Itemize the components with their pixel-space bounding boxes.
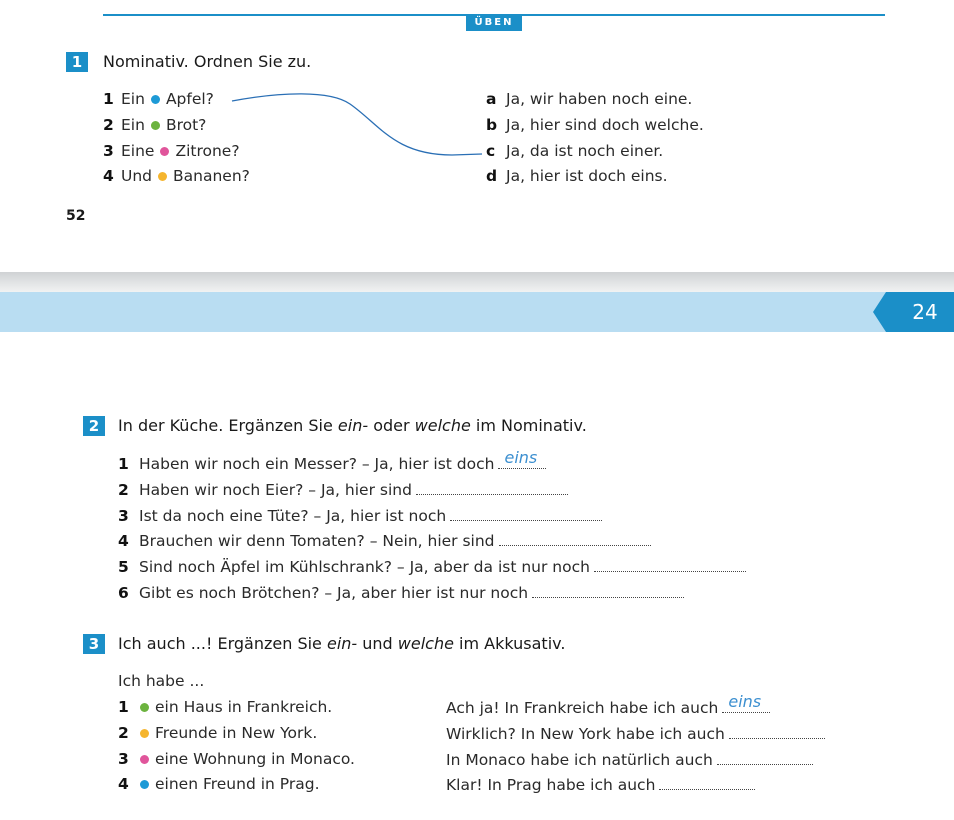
ex1-answer-c: c Ja, da ist noch einer. bbox=[486, 142, 664, 160]
green-dot-icon bbox=[140, 703, 149, 712]
blue-dot-icon bbox=[140, 780, 149, 789]
ex3-reply-4: Klar! In Prag habe ich auch bbox=[446, 775, 755, 794]
ex1-item-2: 2 Ein Brot? bbox=[103, 116, 207, 134]
exercise-1-title: Nominativ. Ordnen Sie zu. bbox=[103, 52, 312, 71]
ex2-item-1: 1 Haben wir noch ein Messer? – Ja, hier ist doch eins bbox=[118, 454, 546, 473]
ex3-reply-3: In Monaco habe ich natürlich auch bbox=[446, 750, 813, 769]
answer-blank[interactable] bbox=[532, 583, 684, 598]
answer-blank[interactable]: eins bbox=[498, 454, 546, 469]
answer-blank[interactable] bbox=[729, 724, 825, 739]
section-tag: ÜBEN bbox=[466, 15, 522, 31]
answer-blank[interactable] bbox=[659, 775, 755, 790]
ex2-item-3: 3 Ist da noch eine Tüte? – Ja, hier ist noch bbox=[118, 506, 602, 525]
ex1-item-4: 4 Und Bananen? bbox=[103, 167, 250, 185]
ex1-answer-d: d Ja, hier ist doch eins. bbox=[486, 167, 668, 185]
ex3-reply-1: Ach ja! In Frankreich habe ich auch eins bbox=[446, 698, 770, 717]
ex2-item-5: 5 Sind noch Äpfel im Kühlschrank? – Ja, aber da ist nur noch bbox=[118, 557, 746, 576]
page-number: 52 bbox=[66, 208, 86, 224]
exercise-2-title: In der Küche. Ergänzen Sie ein- oder welche im Nominativ. bbox=[118, 416, 587, 435]
ex3-item-1: 1 ein Haus in Frankreich. bbox=[118, 698, 333, 716]
answer-blank[interactable] bbox=[717, 750, 813, 765]
ex1-answer-a: a Ja, wir haben noch eine. bbox=[486, 90, 693, 108]
exercise-3-title: Ich auch ...! Ergänzen Sie ein- und welche im Akkusativ. bbox=[118, 634, 566, 653]
answer-blank[interactable] bbox=[594, 557, 746, 572]
page-tab-number: 24 bbox=[912, 300, 938, 324]
exercise-1-badge: 1 bbox=[66, 52, 88, 72]
ex3-item-2: 2 Freunde in New York. bbox=[118, 724, 318, 742]
exercise-3-badge: 3 bbox=[83, 634, 105, 654]
ex3-reply-2: Wirklich? In New York habe ich auch bbox=[446, 724, 825, 743]
ex2-item-6: 6 Gibt es noch Brötchen? – Ja, aber hier ist nur noch bbox=[118, 583, 684, 602]
yellow-dot-icon bbox=[140, 729, 149, 738]
answer-blank[interactable] bbox=[450, 506, 602, 521]
page-header-band bbox=[0, 292, 954, 332]
matching-line bbox=[0, 0, 954, 200]
ex1-item-1: 1 Ein Apfel? bbox=[103, 90, 214, 108]
ex3-item-3: 3 eine Wohnung in Monaco. bbox=[118, 750, 355, 768]
ex2-item-4: 4 Brauchen wir denn Tomaten? – Nein, hier sind bbox=[118, 531, 651, 550]
page-gap bbox=[0, 272, 954, 292]
answer-blank[interactable] bbox=[499, 531, 651, 546]
ex1-answer-b: b Ja, hier sind doch welche. bbox=[486, 116, 704, 134]
exercise-2-badge: 2 bbox=[83, 416, 105, 436]
ex2-item-2: 2 Haben wir noch Eier? – Ja, hier sind bbox=[118, 480, 568, 499]
ex3-item-4: 4 einen Freund in Prag. bbox=[118, 775, 320, 793]
answer-blank[interactable] bbox=[416, 480, 568, 495]
ex1-item-3: 3 Eine Zitrone? bbox=[103, 142, 240, 160]
answer-blank[interactable]: eins bbox=[722, 698, 770, 713]
ex3-intro: Ich habe ... bbox=[118, 672, 205, 690]
pink-dot-icon bbox=[140, 755, 149, 764]
